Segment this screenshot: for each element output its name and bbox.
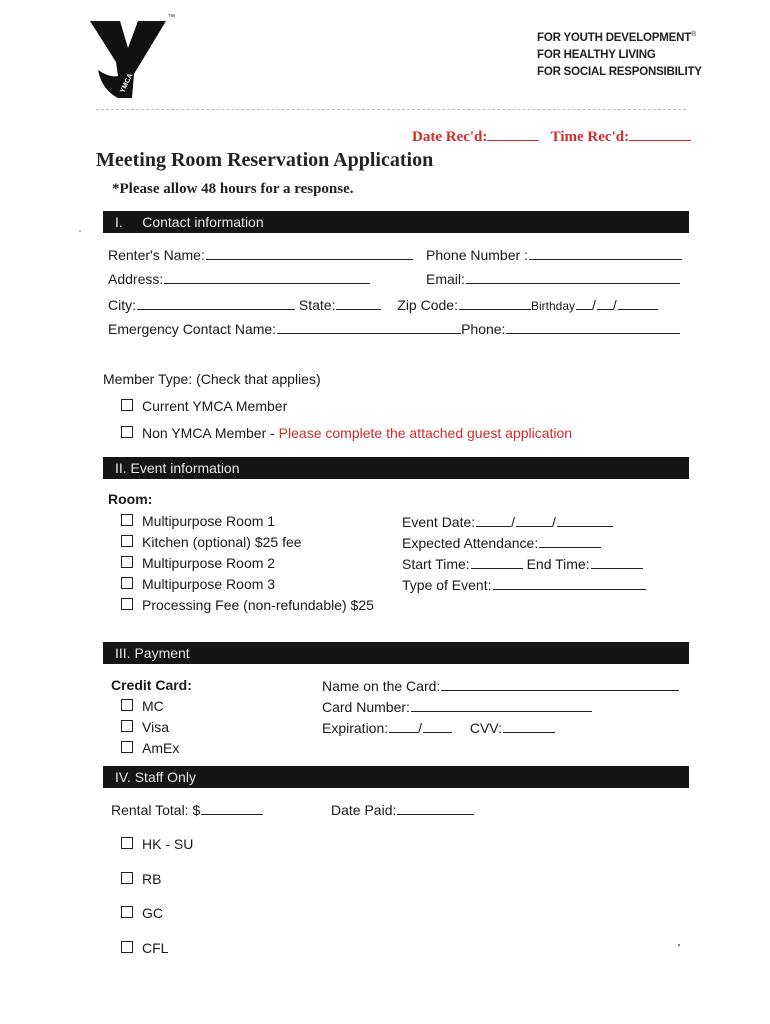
tagline-line-1: FOR YOUTH DEVELOPMENT [537, 31, 692, 44]
event-date-label: Event Date: [402, 514, 476, 530]
renters-name-field[interactable] [206, 246, 413, 260]
member-type-label: Member Type: (Check that applies) [103, 371, 321, 387]
room-checkbox-3[interactable] [121, 556, 133, 568]
birthday-slash-1: / [592, 297, 596, 313]
room-label: Room: [108, 491, 153, 507]
phone-number-label: Phone Number : [426, 247, 528, 263]
start-time-label: Start Time: [402, 556, 470, 572]
emergency-phone-field[interactable] [506, 320, 680, 334]
zip-field[interactable] [459, 296, 531, 310]
start-time-field[interactable] [471, 555, 523, 569]
section-contact-header: I. Contact information [103, 211, 689, 233]
guest-application-note: Please complete the attached guest application [278, 425, 573, 441]
state-label: State: [298, 297, 336, 313]
room-option-5: Processing Fee (non-refundable) $25 [142, 597, 374, 613]
event-date-year-field[interactable] [557, 513, 613, 527]
address-label: Address: [108, 271, 164, 287]
cvv-field[interactable] [503, 719, 555, 733]
state-field[interactable] [336, 296, 381, 310]
staff-checkbox-hk-su[interactable] [121, 837, 133, 849]
name-on-card-row [322, 677, 679, 694]
date-paid-row [331, 801, 474, 818]
address-row [108, 270, 370, 287]
time-recd-label: Time Rec'd: [550, 129, 630, 145]
room-checkbox-4[interactable] [121, 577, 133, 589]
event-date-slash-1: / [511, 514, 516, 530]
emergency-contact-field[interactable] [277, 320, 461, 334]
staff-checkbox-rb[interactable] [121, 872, 133, 884]
city-row [108, 296, 658, 313]
emergency-contact-label: Emergency Contact Name: [108, 321, 277, 337]
birthday-year-field[interactable] [618, 296, 658, 310]
renters-name-row [108, 246, 413, 263]
room-option-2: Kitchen (optional) $25 fee [142, 534, 302, 550]
non-member-checkbox[interactable] [121, 426, 133, 438]
room-option-3: Multipurpose Room 2 [142, 555, 276, 571]
card-number-label: Card Number: [322, 699, 410, 715]
room-checkbox-2[interactable] [121, 535, 133, 547]
non-member-row [142, 425, 572, 441]
city-field[interactable] [137, 296, 295, 310]
renters-name-label: Renter's Name: [108, 247, 205, 263]
emergency-phone-label: Phone: [461, 321, 506, 337]
registered-mark: ® [691, 31, 697, 38]
attendance-row [402, 534, 601, 551]
card-option-visa: Visa [142, 719, 169, 735]
section-event-header: II. Event information [103, 457, 689, 479]
birthday-label: Birthday [530, 299, 575, 313]
staff-option-rb: RB [142, 871, 162, 887]
tagline-line-3: FOR SOCIAL RESPONSIBILITY [537, 65, 702, 78]
phone-number-row [426, 246, 682, 263]
staff-option-gc: GC [142, 905, 163, 921]
rental-total-label: Rental Total: $ [111, 802, 201, 818]
room-checkbox-5[interactable] [121, 598, 133, 610]
response-note: *Please allow 48 hours for a response. [112, 181, 354, 197]
room-option-1: Multipurpose Room 1 [142, 513, 276, 529]
rental-total-field[interactable] [201, 801, 263, 815]
birthday-day-field[interactable] [597, 296, 613, 310]
tagline-line-2: FOR HEALTHY LIVING [537, 48, 656, 61]
ymca-logo [88, 18, 168, 100]
card-option-mc: MC [142, 698, 164, 714]
event-date-row [402, 513, 613, 530]
header-divider [96, 109, 686, 110]
event-date-day-field[interactable] [516, 513, 552, 527]
section-payment-header: III. Payment [103, 642, 689, 664]
non-member-label: Non YMCA Member - [142, 425, 279, 441]
current-member-checkbox[interactable] [121, 399, 133, 411]
end-time-label: End Time: [526, 556, 590, 572]
ymca-y-logo-icon [88, 18, 168, 100]
current-member-label: Current YMCA Member [142, 398, 288, 414]
email-label: Email: [426, 271, 465, 287]
card-number-row [322, 698, 592, 715]
section-staff-header: IV. Staff Only [103, 766, 689, 788]
staff-option-cfl: CFL [142, 940, 169, 956]
event-type-row [402, 576, 646, 593]
room-checkbox-1[interactable] [121, 514, 133, 526]
expiration-year-field[interactable] [423, 719, 452, 733]
cvv-label: CVV: [469, 720, 502, 736]
attendance-field[interactable] [539, 534, 601, 548]
expiration-month-field[interactable] [389, 719, 418, 733]
name-on-card-field[interactable] [441, 677, 679, 691]
city-label: City: [108, 297, 136, 313]
trademark-mark: ™ [168, 14, 175, 21]
staff-checkbox-cfl[interactable] [121, 941, 133, 953]
birthday-month-field[interactable] [576, 296, 592, 310]
time-recd-field[interactable] [629, 127, 691, 141]
tagline [537, 26, 702, 81]
name-on-card-label: Name on the Card: [322, 678, 441, 694]
rental-total-row [111, 801, 263, 818]
card-checkbox-amex[interactable] [121, 741, 133, 753]
zip-label: Zip Code: [397, 297, 458, 313]
event-type-field[interactable] [493, 576, 646, 590]
phone-number-field[interactable] [529, 246, 682, 260]
card-checkbox-mc[interactable] [121, 699, 133, 711]
time-row [402, 555, 643, 572]
end-time-field[interactable] [591, 555, 643, 569]
expiration-label: Expiration: [322, 720, 389, 736]
scan-speck [678, 944, 680, 946]
attendance-label: Expected Attendance: [402, 535, 539, 551]
received-stamp [412, 127, 691, 146]
staff-checkbox-gc[interactable] [121, 906, 133, 918]
room-option-4: Multipurpose Room 3 [142, 576, 276, 592]
expiration-row [322, 719, 555, 736]
expiration-slash: / [418, 720, 423, 736]
credit-card-label: Credit Card: [111, 677, 192, 693]
date-paid-field[interactable] [397, 801, 474, 815]
date-paid-label: Date Paid: [331, 802, 397, 818]
address-field[interactable] [164, 270, 370, 284]
page-title: Meeting Room Reservation Application [96, 149, 434, 171]
staff-option-hk-su: HK - SU [142, 836, 194, 852]
card-option-amex: AmEx [142, 740, 180, 756]
email-field[interactable] [466, 270, 680, 284]
svg-text:YMCA: YMCA [119, 72, 135, 95]
event-date-slash-2: / [552, 514, 556, 530]
event-type-label: Type of Event: [402, 577, 492, 593]
emergency-contact-row [108, 320, 680, 337]
email-row [426, 270, 680, 287]
birthday-slash-2: / [612, 297, 617, 313]
card-number-field[interactable] [411, 698, 592, 712]
date-recd-label: Date Rec'd: [412, 129, 488, 145]
scan-speck [79, 230, 81, 232]
event-date-month-field[interactable] [476, 513, 511, 527]
date-recd-field[interactable] [487, 127, 539, 141]
card-checkbox-visa[interactable] [121, 720, 133, 732]
